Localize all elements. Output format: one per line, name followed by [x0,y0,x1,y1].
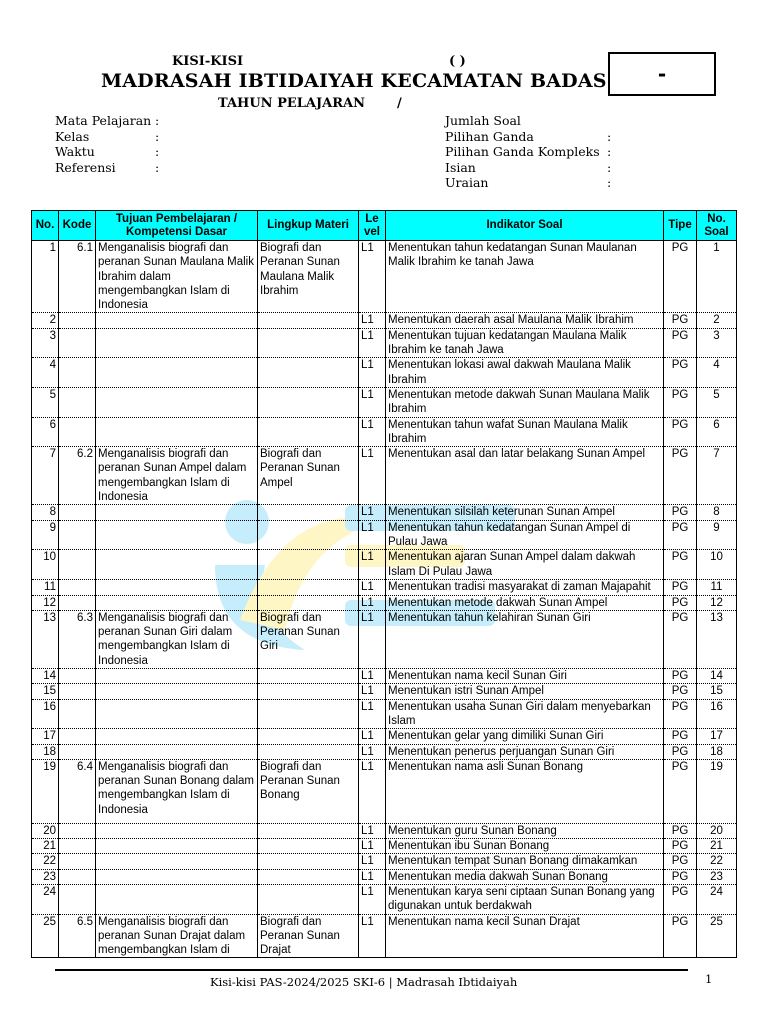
doc-type-label: KISI-KISI [172,54,244,69]
table-header-row [32,211,737,241]
col-header-no: No. [32,211,59,241]
cell-lingkup [258,520,359,550]
table-row [32,699,737,729]
table-row [32,550,737,580]
cell-indikator: Menentukan tahun wafat Sunan Maulana Malik Ibrahim [386,417,664,447]
cell-lingkup [258,328,359,358]
table-row [32,869,737,884]
cell-soal: 9 [697,520,737,550]
table-row [32,358,737,388]
cell-no: 25 [32,914,59,958]
table-row [32,595,737,610]
cell-no: 17 [32,729,59,744]
cell-indikator: Menentukan tahun kedatangan Sunan Ampel di Pulau Jawa [386,520,664,550]
cell-lingkup [258,669,359,684]
page-number: 1 [705,972,713,986]
cell-level: L1 [359,313,386,328]
cell-kode [59,505,96,520]
cell-tipe: PG [664,884,697,914]
cell-lingkup [258,729,359,744]
cell-tujuan: Menganalisis biografi dan peranan Sunan Bonang dalam mengembangkan Islam di Indonesia [96,759,258,823]
cell-tipe: PG [664,520,697,550]
cell-soal: 17 [697,729,737,744]
cell-indikator: Menentukan tempat Sunan Bonang dimakamkan [386,854,664,869]
cell-no: 5 [32,387,59,417]
meta-colon: : [607,159,612,175]
cell-kode: 6.1 [59,241,96,313]
cell-lingkup [258,869,359,884]
table-row [32,505,737,520]
cell-no: 19 [32,759,59,823]
cell-indikator: Menentukan karya seni ciptaan Sunan Bonang yang digunakan untuk berdakwah [386,884,664,914]
cell-tipe: PG [664,684,697,699]
cell-tujuan [96,328,258,358]
cell-tujuan [96,387,258,417]
cell-tujuan [96,550,258,580]
cell-indikator: Menentukan penerus perjuangan Sunan Giri [386,744,664,759]
table-row [32,884,737,914]
cell-tipe: PG [664,447,697,505]
cell-level: L1 [359,505,386,520]
cell-soal: 8 [697,505,737,520]
table-row [32,313,737,328]
cell-level: L1 [359,854,386,869]
cell-tujuan [96,520,258,550]
cell-indikator: Menentukan istri Sunan Ampel [386,684,664,699]
cell-kode [59,869,96,884]
meta-row [55,128,160,145]
cell-no: 3 [32,328,59,358]
cell-soal: 1 [697,241,737,313]
cell-tujuan [96,839,258,854]
cell-level: L1 [359,759,386,823]
meta-colon: : [155,113,160,128]
table-row [32,669,737,684]
cell-kode [59,550,96,580]
cell-tujuan [96,684,258,699]
cell-lingkup [258,580,359,595]
cell-level: L1 [359,744,386,759]
cell-kode [59,595,96,610]
cell-tujuan: Menganalisis biografi dan peranan Sunan Maulana Malik Ibrahim dalam mengembangkan Islam di Indonesia [96,241,258,313]
col-header-soal: No. Soal [697,211,737,241]
cell-soal: 6 [697,417,737,447]
meta-colon: : [155,144,160,159]
cell-tipe: PG [664,580,697,595]
cell-tujuan [96,580,258,595]
table-row [32,839,737,854]
cell-kode [59,520,96,550]
cell-no: 12 [32,595,59,610]
cell-no: 16 [32,699,59,729]
cell-level: L1 [359,328,386,358]
cell-soal: 22 [697,854,737,869]
cell-level: L1 [359,869,386,884]
cell-level: L1 [359,387,386,417]
cell-lingkup: Biografi dan Peranan Sunan Giri [258,610,359,668]
table-row [32,580,737,595]
cell-tipe: PG [664,729,697,744]
cell-indikator: Menentukan nama asli Sunan Bonang [386,759,664,823]
table-row [32,914,737,958]
cell-tujuan [96,869,258,884]
cell-no: 13 [32,610,59,668]
table-row [32,447,737,505]
cell-lingkup [258,358,359,388]
cell-level: L1 [359,684,386,699]
cell-soal: 16 [697,699,737,729]
cell-tipe: PG [664,328,697,358]
cell-lingkup: Biografi dan Peranan Sunan Drajat [258,914,359,958]
cell-tujuan [96,884,258,914]
table-row [32,759,737,823]
cell-tujuan [96,823,258,838]
cell-kode [59,744,96,759]
meta-row [55,159,160,176]
table-row [32,744,737,759]
cell-tipe: PG [664,669,697,684]
cell-tujuan [96,669,258,684]
cell-level: L1 [359,839,386,854]
cell-lingkup [258,550,359,580]
cell-level: L1 [359,241,386,313]
cell-tipe: PG [664,595,697,610]
footer-rule [55,969,688,971]
cell-indikator: Menentukan lokasi awal dakwah Maulana Malik Ibrahim [386,358,664,388]
cell-level: L1 [359,669,386,684]
cell-lingkup [258,823,359,838]
meta-label: Waktu [55,144,95,159]
cell-lingkup: Biografi dan Peranan Sunan Maulana Malik Ibrahim [258,241,359,313]
cell-soal: 21 [697,839,737,854]
cell-lingkup [258,699,359,729]
meta-row [445,144,612,160]
cell-tujuan [96,699,258,729]
cell-no: 6 [32,417,59,447]
table-row [32,417,737,447]
cell-soal: 20 [697,823,737,838]
cell-tipe: PG [664,241,697,313]
code-box [608,52,716,96]
meta-label: Pilihan Ganda Kompleks [445,144,600,159]
cell-no: 9 [32,520,59,550]
cell-indikator: Menentukan daerah asal Maulana Malik Ibrahim [386,313,664,328]
academic-year-label: TAHUN PELAJARAN [218,96,365,111]
cell-kode: 6.5 [59,914,96,958]
meta-row [55,144,160,160]
kisi-table [31,210,737,958]
cell-tipe: PG [664,505,697,520]
cell-tipe: PG [664,914,697,958]
cell-indikator: Menentukan tahun kelahiran Sunan Giri [386,610,664,668]
cell-tipe: PG [664,744,697,759]
table-row [32,520,737,550]
footer-text: Kisi-kisi PAS-2024/2025 SKI-6 | Madrasah Ibtidaiyah [210,975,518,989]
cell-level: L1 [359,729,386,744]
meta-row [445,128,612,145]
cell-level: L1 [359,550,386,580]
cell-level: L1 [359,417,386,447]
cell-level: L1 [359,358,386,388]
cell-tipe: PG [664,387,697,417]
cell-indikator: Menentukan ajaran Sunan Ampel dalam dakwah Islam Di Pulau Jawa [386,550,664,580]
cell-indikator: Menentukan nama kecil Sunan Drajat [386,914,664,958]
academic-year-slash: / [397,96,402,111]
cell-kode: 6.3 [59,610,96,668]
cell-kode: 6.2 [59,447,96,505]
table-row [32,610,737,668]
cell-level: L1 [359,914,386,958]
cell-level: L1 [359,823,386,838]
cell-lingkup [258,387,359,417]
cell-indikator: Menentukan metode dakwah Sunan Maulana Malik Ibrahim [386,387,664,417]
meta-colon: : [155,128,160,144]
cell-soal: 5 [697,387,737,417]
cell-tujuan: Menganalisis biografi dan peranan Sunan Giri dalam mengembangkan Islam di Indonesia [96,610,258,668]
cell-no: 10 [32,550,59,580]
meta-label: Pilihan Ganda [445,128,534,144]
cell-no: 14 [32,669,59,684]
col-header-indikator: Indikator Soal [386,211,664,241]
cell-lingkup [258,839,359,854]
cell-tipe: PG [664,854,697,869]
meta-label: Kelas [55,128,90,144]
col-header-kode: Kode [59,211,96,241]
cell-soal: 4 [697,358,737,388]
cell-tujuan [96,744,258,759]
cell-lingkup [258,417,359,447]
cell-tipe: PG [664,358,697,388]
cell-tipe: PG [664,699,697,729]
cell-no: 20 [32,823,59,838]
meta-row [445,159,612,176]
cell-kode [59,387,96,417]
cell-kode [59,328,96,358]
cell-no: 24 [32,884,59,914]
table-row [32,387,737,417]
cell-level: L1 [359,580,386,595]
cell-indikator: Menentukan guru Sunan Bonang [386,823,664,838]
cell-lingkup [258,684,359,699]
cell-no: 8 [32,505,59,520]
meta-label: Isian [445,159,476,175]
cell-level: L1 [359,447,386,505]
meta-colon: : [607,175,612,190]
col-header-tujuan: Tujuan Pembelajaran / Kompetensi Dasar [96,211,258,241]
cell-indikator: Menentukan usaha Sunan Giri dalam menyebarkan Islam [386,699,664,729]
cell-tujuan [96,505,258,520]
cell-soal: 24 [697,884,737,914]
cell-no: 11 [32,580,59,595]
cell-kode [59,580,96,595]
table-row [32,328,737,358]
cell-level: L1 [359,595,386,610]
cell-tujuan [96,358,258,388]
col-header-level: Le vel [359,211,386,241]
cell-kode [59,358,96,388]
cell-tipe: PG [664,313,697,328]
col-header-tipe: Tipe [664,211,697,241]
cell-soal: 10 [697,550,737,580]
cell-kode [59,684,96,699]
meta-left [55,113,160,175]
meta-colon: : [155,159,160,175]
meta-label: Mata Pelajaran [55,113,152,128]
cell-indikator: Menentukan tahun kedatangan Sunan Maulanan Malik Ibrahim ke tanah Jawa [386,241,664,313]
cell-no: 7 [32,447,59,505]
cell-tujuan [96,729,258,744]
cell-tujuan [96,313,258,328]
cell-indikator: Menentukan asal dan latar belakang Sunan Ampel [386,447,664,505]
cell-kode [59,729,96,744]
meta-label: Uraian [445,175,489,190]
cell-lingkup [258,884,359,914]
table-row [32,823,737,838]
cell-tujuan [96,417,258,447]
cell-soal: 3 [697,328,737,358]
meta-colon: : [607,144,612,159]
cell-no: 21 [32,839,59,854]
meta-label: Referensi [55,159,116,175]
cell-kode [59,669,96,684]
cell-kode [59,823,96,838]
cell-soal: 15 [697,684,737,699]
meta-label: Jumlah Soal [445,113,521,128]
cell-tipe: PG [664,759,697,823]
cell-indikator: Menentukan ibu Sunan Bonang [386,839,664,854]
cell-lingkup [258,505,359,520]
cell-indikator: Menentukan tradisi masyarakat di zaman Majapahit [386,580,664,595]
cell-kode [59,699,96,729]
cell-level: L1 [359,610,386,668]
cell-level: L1 [359,884,386,914]
cell-soal: 18 [697,744,737,759]
cell-lingkup: Biografi dan Peranan Sunan Ampel [258,447,359,505]
table-row [32,854,737,869]
cell-tujuan [96,854,258,869]
cell-lingkup: Biografi dan Peranan Sunan Bonang [258,759,359,823]
cell-no: 18 [32,744,59,759]
col-header-lingkup: Lingkup Materi [258,211,359,241]
cell-kode [59,884,96,914]
code-value: - [657,62,667,86]
school-title: MADRASAH IBTIDAIYAH KECAMATAN BADAS [101,70,607,92]
cell-kode [59,417,96,447]
table-row [32,684,737,699]
cell-kode [59,839,96,854]
cell-soal: 7 [697,447,737,505]
cell-lingkup [258,744,359,759]
cell-kode: 6.4 [59,759,96,823]
cell-soal: 13 [697,610,737,668]
cell-indikator: Menentukan metode dakwah Sunan Ampel [386,595,664,610]
cell-tipe: PG [664,823,697,838]
cell-soal: 19 [697,759,737,823]
cell-level: L1 [359,520,386,550]
cell-lingkup [258,313,359,328]
cell-soal: 14 [697,669,737,684]
cell-tipe: PG [664,839,697,854]
meta-row [445,113,600,129]
cell-tipe: PG [664,417,697,447]
cell-tipe: PG [664,550,697,580]
meta-right [445,113,612,191]
cell-soal: 12 [697,595,737,610]
cell-tujuan: Menganalisis biografi dan peranan Sunan Ampel dalam mengembangkan Islam di Indonesia [96,447,258,505]
cell-indikator: Menentukan silsilah keterunan Sunan Ampel [386,505,664,520]
cell-no: 23 [32,869,59,884]
cell-lingkup [258,854,359,869]
cell-indikator: Menentukan nama kecil Sunan Giri [386,669,664,684]
cell-no: 2 [32,313,59,328]
cell-soal: 2 [697,313,737,328]
cell-soal: 25 [697,914,737,958]
table-row [32,241,737,313]
cell-tipe: PG [664,610,697,668]
cell-tipe: PG [664,869,697,884]
cell-no: 22 [32,854,59,869]
meta-colon: : [607,128,612,144]
meta-row [445,175,612,191]
cell-soal: 11 [697,580,737,595]
cell-no: 1 [32,241,59,313]
cell-kode [59,313,96,328]
cell-tujuan [96,595,258,610]
meta-row [55,113,160,129]
cell-indikator: Menentukan gelar yang dimiliki Sunan Giri [386,729,664,744]
table-row [32,729,737,744]
cell-no: 4 [32,358,59,388]
cell-lingkup [258,595,359,610]
cell-kode [59,854,96,869]
cell-indikator: Menentukan media dakwah Sunan Bonang [386,869,664,884]
cell-soal: 23 [697,869,737,884]
cell-level: L1 [359,699,386,729]
cell-no: 15 [32,684,59,699]
cell-indikator: Menentukan tujuan kedatangan Maulana Malik Ibrahim ke tanah Jawa [386,328,664,358]
paren-placeholder: ( ) [449,54,466,69]
cell-tujuan: Menganalisis biografi dan peranan Sunan Drajat dalam mengembangkan Islam di [96,914,258,958]
